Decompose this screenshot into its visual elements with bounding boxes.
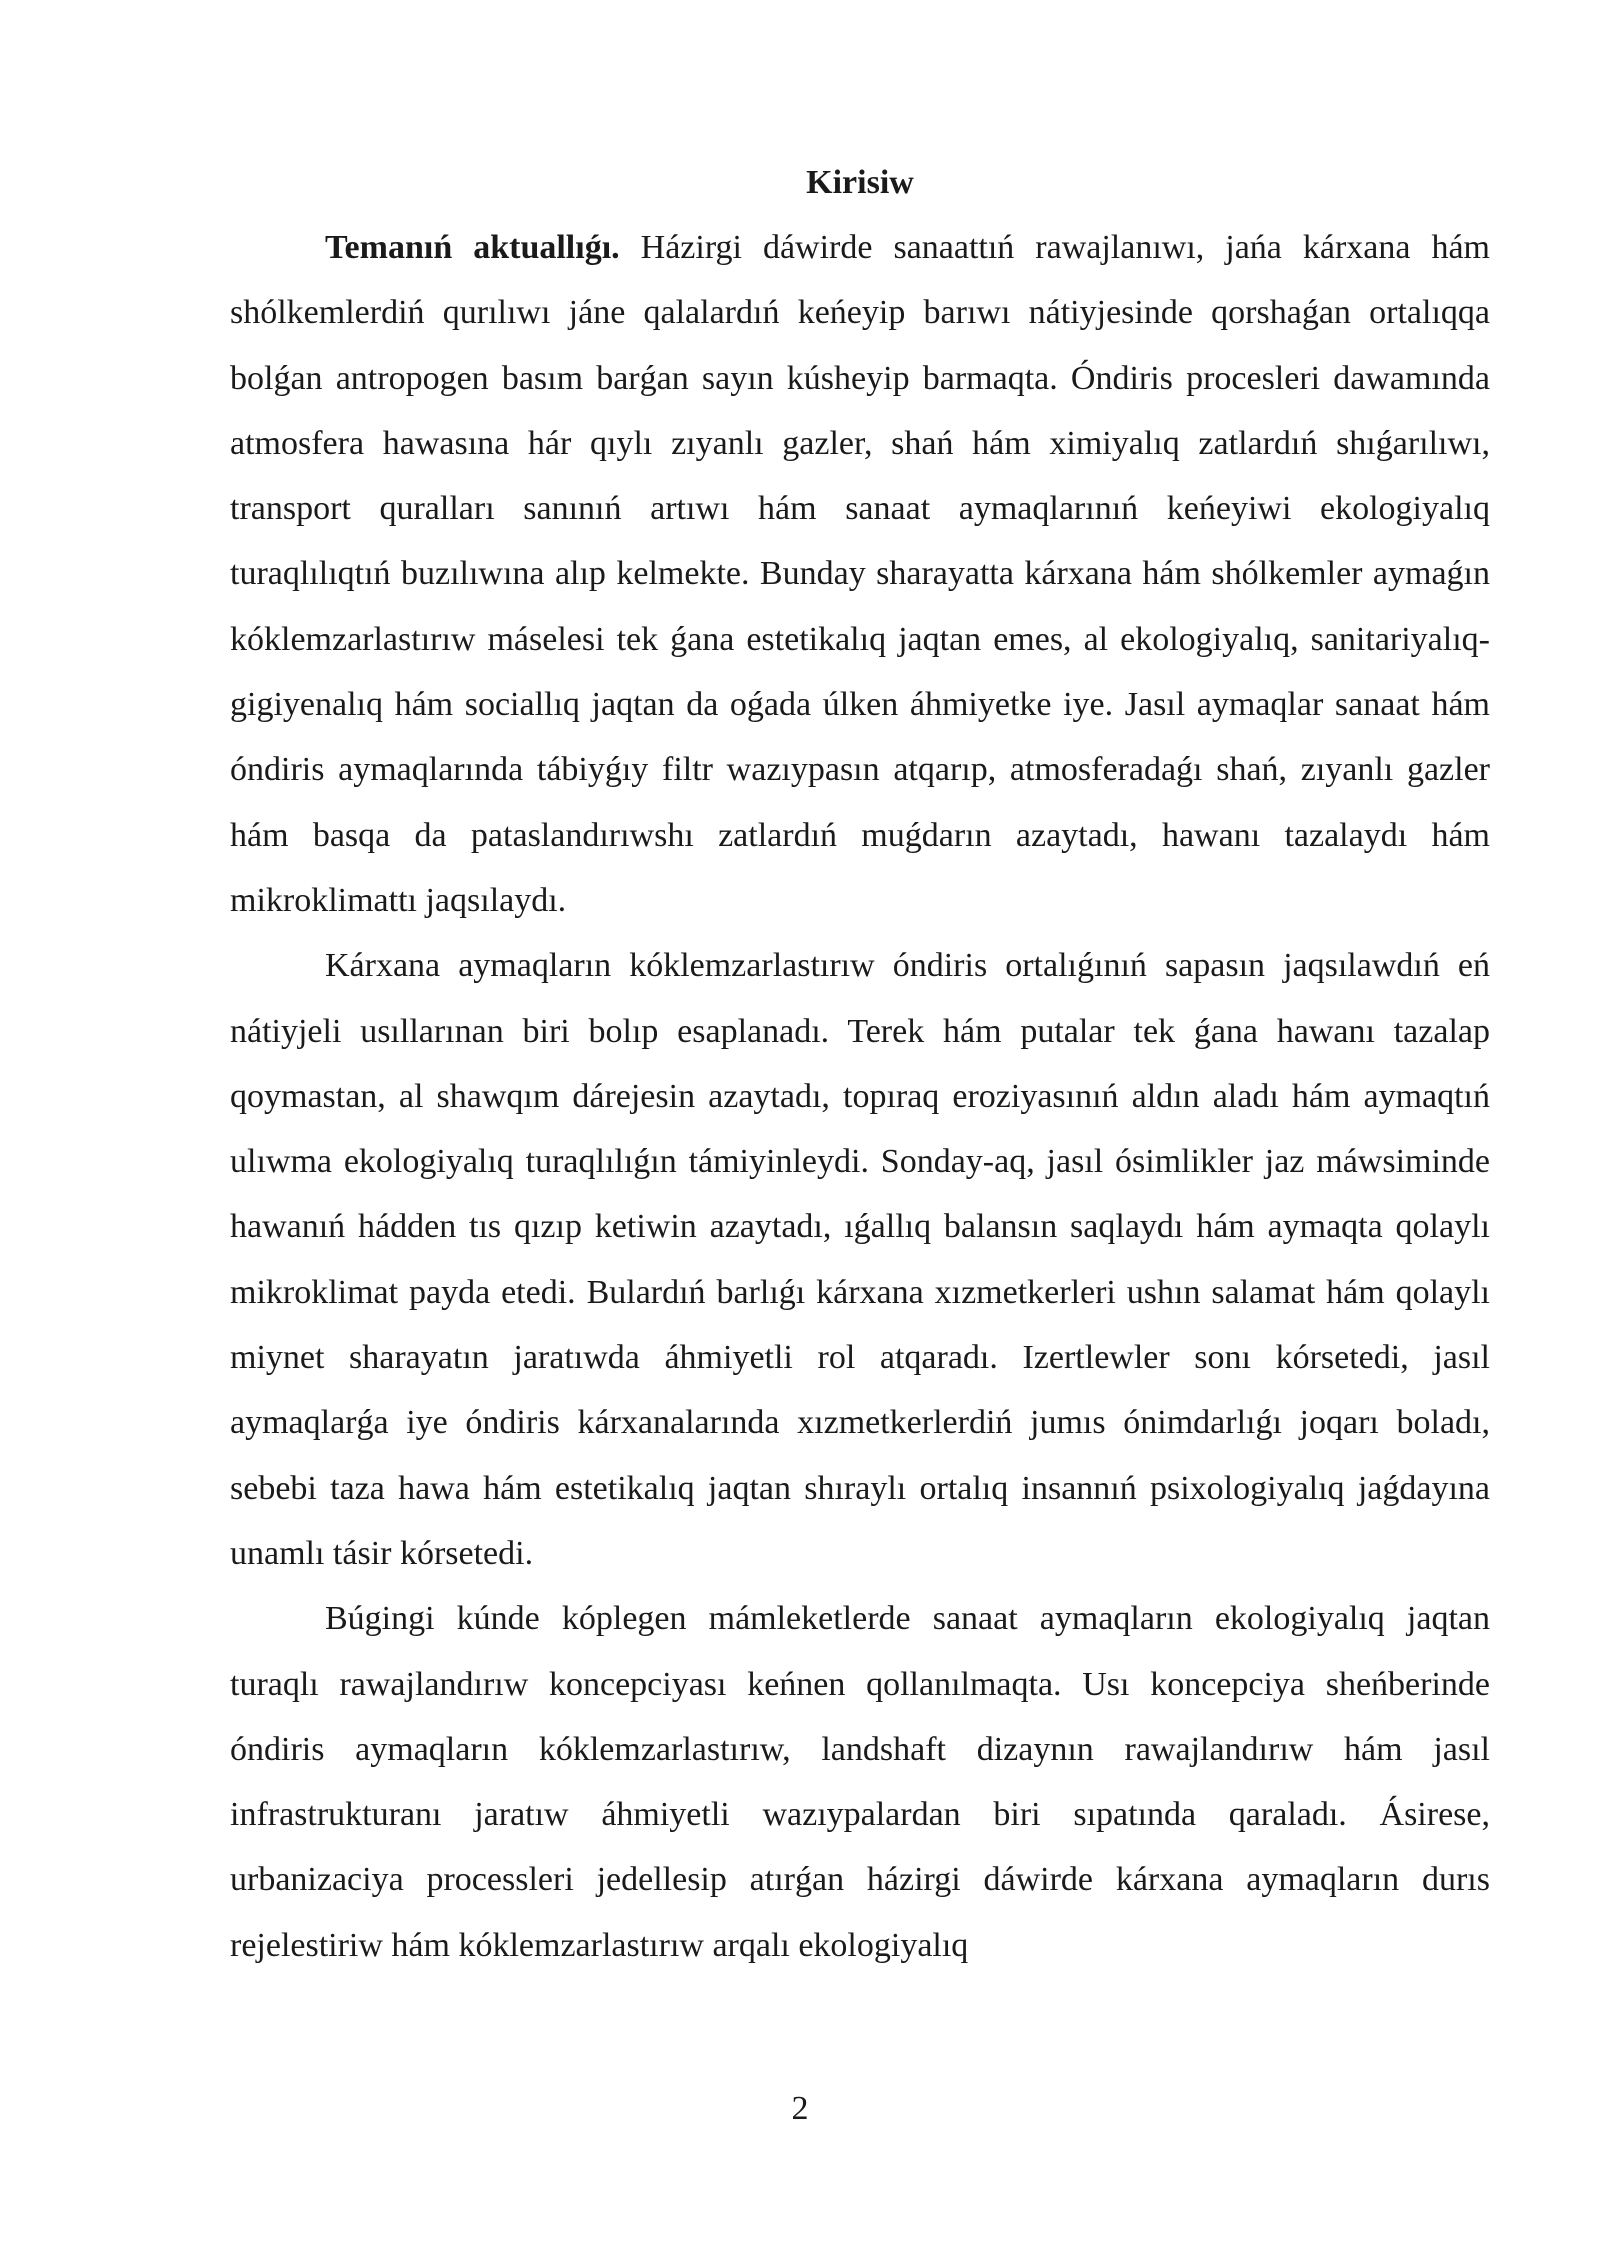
paragraph-relevance	[230, 215, 1490, 933]
page-title: Kirisiw	[806, 164, 914, 201]
paragraph-lead: Temanıń aktuallıǵı.	[325, 229, 620, 266]
paragraph-text: Házirgi dáwirde sanaattıń rawajlanıwı, jańa kárxana hám shólkemlerdiń qurılıwı jáne qalalardıń keńeyip barıwı nátiyjesinde qorshaǵan ortalıqqa bolǵan antropogen basım barǵan sayın kúsheyip barmaqta. Óndiris procesleri dawamında atmosfera hawasına hár qıylı zıyanlı gazler, shań hám ximiyalıq zatlardıń shıǵarılıwı, transport quralları sanınıń artıwı hám sanaat aymaqlarınıń keńeyiwi ekologiyalıq turaqlılıqtıń buzılıwına alıp kelmekte. Bunday sharayatta kárxana hám shólkemler aymaǵın kóklemzarlastırıw máselesi tek ǵana estetikalıq jaqtan emes, al ekologiyalıq, sanitariyalıq-gigiyenalıq hám sociallıq jaqtan da oǵada úlken áhmiyetke iye. Jasıl aymaqlar sanaat hám óndiris aymaqlarında tábiyǵıy filtr wazıypasın atqarıp, atmosferadaǵı shań, zıyanlı gazler hám basqa da pataslandırıwshı zatlardıń muǵdarın azaytadı, hawanı tazalaydı hám mikroklimattı jaqsılaydı.	[230, 229, 1490, 919]
page-number: 2	[791, 2090, 809, 2127]
paragraph-text: Kárxana aymaqların kóklemzarlastırıw óndiris ortalıǵınıń sapasın jaqsılawdıń eń nátiyjeli usıllarınan biri bolıp esaplanadı. Terek hám putalar tek ǵana hawanı tazalap qoymastan, al shawqım dárejesin azaytadı, topıraq eroziyasınıń aldın aladı hám aymaqtıń ulıwma ekologiyalıq turaqlılıǵın támiyinleydi. Sonday-aq, jasıl ósimlikler jaz máwsiminde hawanıń hádden tıs qızıp ketiwin azaytadı, ıǵallıq balansın saqlaydı hám aymaqta qolaylı mikroklimat payda etedi. Bulardıń barlıǵı kárxana xızmetkerleri ushın salamat hám qolaylı miynet sharayatın jaratıwda áhmiyetli rol atqaradı. Izertlewler sonı kórsetedi, jasıl aymaqlarǵa iye óndiris kárxanalarında xızmetkerlerdiń jumıs ónimdarlıǵı joqarı boladı, sebebi taza hawa hám estetikalıq jaqtan shıraylı ortalıq insannıń psixologiyalıq jaǵdayına unamlı tásir kórsetedi.	[230, 947, 1490, 1572]
paragraph-text: Búgingi kúnde kóplegen mámleketlerde sanaat aymaqların ekologiyalıq jaqtan turaqlı rawajlandırıw koncepciyası keńnen qollanılmaqta. Usı koncepciya sheńberinde óndiris aymaqların kóklemzarlastırıw, landshaft dizaynın rawajlandırıw hám jasıl infrastrukturanı jaratıw áhmiyetli wazıypalardan biri sıpatında qaraladı. Ásirese, urbanizaciya processleri jedellesip atırǵan házirgi dáwirde kárxana aymaqların durıs rejelestiriw hám kóklemzarlastırıw arqalı ekologiyalıq	[230, 1600, 1490, 1964]
paragraph-greening	[230, 933, 1490, 1586]
paragraph-concept	[230, 1586, 1490, 1978]
page-body	[230, 150, 1490, 1978]
